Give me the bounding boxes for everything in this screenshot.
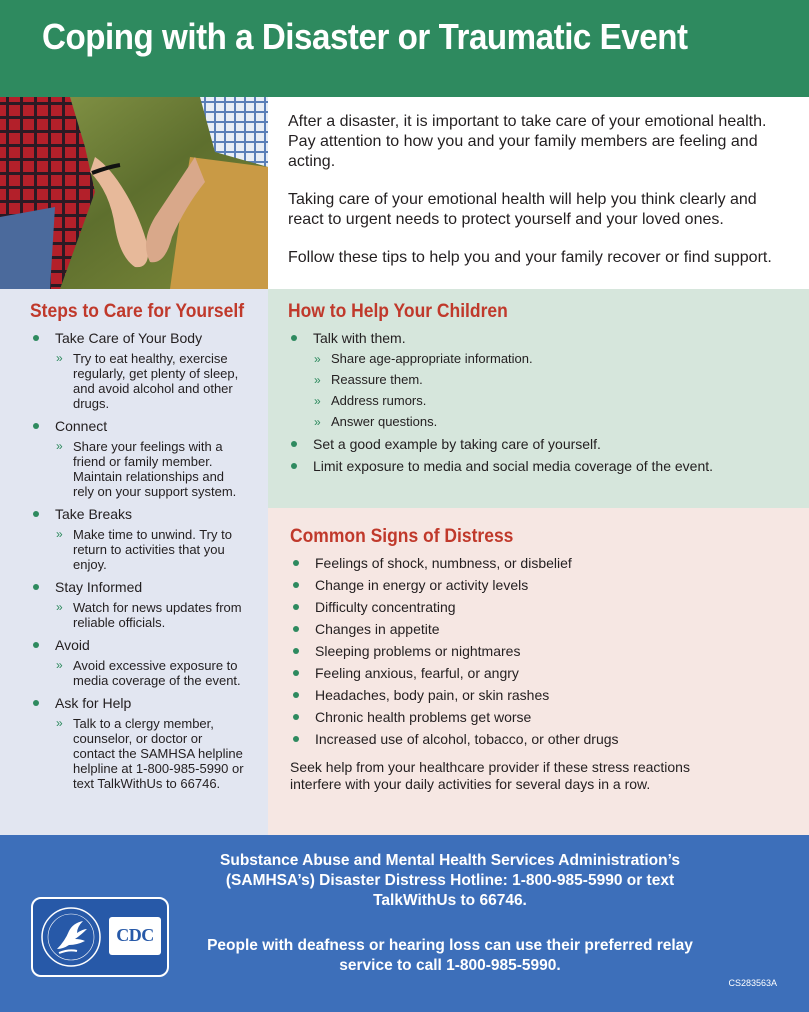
intro-paragraph: Taking care of your emotional health will help you think clearly and react to urgent needs to protect yourself and your loved ones. [288,191,757,228]
distress-section [268,508,809,835]
list-item [30,694,268,791]
list-item: Headaches, body pain, or skin rashes [290,686,809,705]
sub-item: » Watch for news updates from reliable officials. [55,600,245,630]
list-item: Increased use of alcohol, tobacco, or other drugs [290,730,809,749]
children-list [288,329,809,475]
children-title: How to Help Your Children [288,301,508,322]
list-item [30,505,268,572]
hhs-eagle-icon [39,905,103,969]
list-item: Feeling anxious, fearful, or angry [290,664,809,683]
list-item: Set a good example by taking care of yourself. [288,435,809,453]
sub-item: » Share your feelings with a friend or family member. Maintain relationships and rely on your support system. [55,439,245,499]
children-item-label: Talk with them. [313,330,406,346]
step-label: Ask for Help [55,695,132,711]
seek-help-text: Seek help from your healthcare provider if these stress reactions interfere with your daily activities for several days in a row. [290,759,690,792]
intro-paragraph: Follow these tips to help you and your family recover or find support. [288,249,772,266]
sub-item: » Try to eat healthy, exercise regularly, get plenty of sleep, and avoid alcohol and other drugs. [55,351,245,411]
step-label: Avoid [55,637,90,653]
step-label: Stay Informed [55,579,143,595]
sub-item: » Reassure them. [313,372,809,388]
hands-photo [0,97,268,289]
list-item: Limit exposure to media and social media coverage of the event. [288,457,809,475]
steps-section [0,289,268,835]
intro-text [288,112,793,286]
intro-paragraph: After a disaster, it is important to take care of your emotional health. Pay attention to how you and your family members are feeling and acting. [288,113,767,170]
list-item: Sleeping problems or nightmares [290,642,809,661]
distress-title: Common Signs of Distress [290,526,514,547]
hands-photo-image [0,97,268,289]
publication-code: CS283563A [728,978,777,988]
list-item [30,636,268,688]
sub-item: » Avoid excessive exposure to media coverage of the event. [55,658,245,688]
step-label: Take Care of Your Body [55,330,203,346]
cdc-logo [109,917,161,955]
list-item: Change in energy or activity levels [290,576,809,595]
list-item [30,578,268,630]
relay-text: People with deafness or hearing loss can use their preferred relay service to call 1-800-985-5990. [207,937,693,974]
step-label: Take Breaks [55,506,133,522]
sub-item: » Talk to a clergy member, counselor, or doctor or contact the SAMHSA helpline helpline at 1-800-985-5990 or text TalkWithUs to 66746. [55,716,245,791]
sub-item: » Share age-appropriate information. [313,351,809,367]
list-item: Changes in appetite [290,620,809,639]
steps-title: Steps to Care for Yourself [30,301,245,322]
step-label: Connect [55,418,108,434]
sub-item: » Answer questions. [313,414,809,430]
list-item: Difficulty concentrating [290,598,809,617]
sub-item: » Make time to unwind. Try to return to activities that you enjoy. [55,527,245,572]
page-title: Coping with a Disaster or Traumatic Event [42,16,688,57]
hhs-cdc-logo [31,897,169,977]
distress-list [290,554,809,749]
list-item: Feelings of shock, numbness, or disbelief [290,554,809,573]
sub-item: » Address rumors. [313,393,809,409]
cdc-logo-text: CDC [116,925,154,945]
children-section [268,289,809,508]
list-item [30,329,268,411]
header-banner [0,0,809,97]
list-item [288,329,809,430]
footer-banner [0,835,809,1012]
list-item [30,417,268,499]
list-item: Chronic health problems get worse [290,708,809,727]
hotline-text: Substance Abuse and Mental Health Services Administration’s (SAMHSA’s) Disaster Distress Hotline: 1-800-985-5990 or text TalkWithUs to 66746. [220,852,680,909]
steps-list [30,329,268,791]
